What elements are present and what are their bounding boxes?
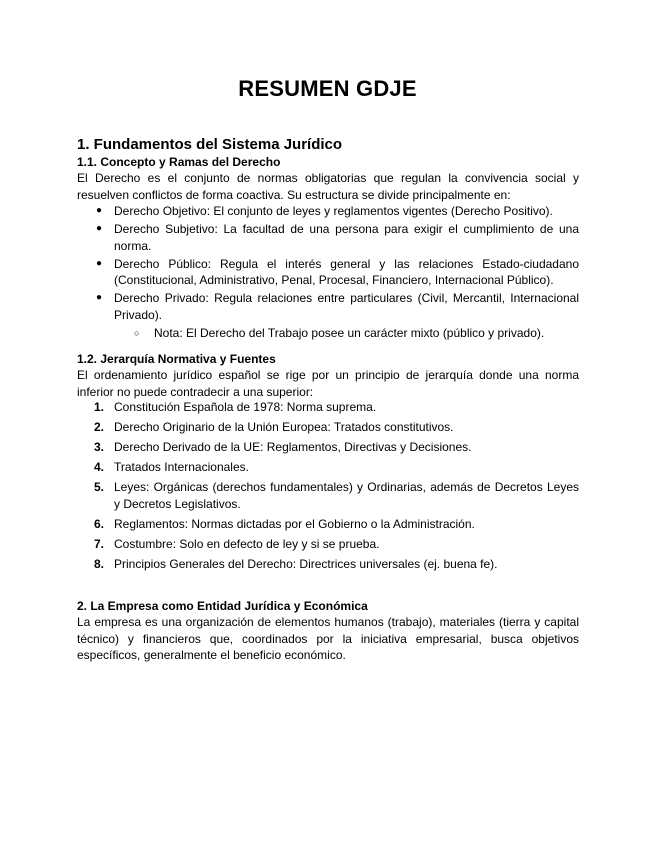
list-number: 5.	[94, 480, 105, 494]
jerarquia-numbered-list	[77, 399, 579, 576]
list-item-text: Principios Generales del Derecho: Directrices universales (ej. buena fe).	[114, 556, 498, 571]
list-item	[77, 459, 579, 476]
list-item	[77, 419, 579, 436]
list-item	[77, 439, 579, 456]
list-item-text: Costumbre: Solo en defecto de ley y si se prueba.	[114, 536, 380, 551]
list-item	[77, 556, 579, 573]
section-heading-empresa: 2. La Empresa como Entidad Jurídica y Económica	[77, 599, 368, 613]
list-item	[77, 479, 579, 512]
list-item	[77, 290, 579, 323]
paragraph-empresa-body: La empresa es una organización de elementos humanos (trabajo), materiales (tierra y capital técnico) y financieros que, coordinados por la iniciativa empresarial, busca objetivos específicos, generalmente el beneficio económico.	[77, 615, 579, 662]
list-item-text: Derecho Público: Regula el interés general y las relaciones Estado-ciudadano (Constitucional, Administrativo, Penal, Procesal, Financiero, Internacional Público).	[114, 256, 579, 287]
list-item	[77, 256, 579, 289]
list-number: 3.	[94, 440, 105, 454]
sub-list-item-text: Nota: El Derecho del Trabajo posee un carácter mixto (público y privado).	[154, 325, 545, 340]
section-heading-fundamentos: 1. Fundamentos del Sistema Jurídico	[77, 136, 343, 153]
list-item	[77, 221, 579, 254]
list-item-text: Leyes: Orgánicas (derechos fundamentales) y Ordinarias, además de Decretos Leyes y Decretos Legislativos.	[114, 480, 579, 511]
list-item-text: Constitución Española de 1978: Norma suprema.	[114, 400, 377, 414]
list-item	[77, 536, 579, 553]
list-item	[77, 203, 579, 220]
list-number: 1.	[94, 400, 105, 414]
list-number: 7.	[94, 536, 105, 551]
sub-list-item	[77, 325, 579, 342]
list-number: 8.	[94, 556, 105, 571]
document-title: RESUMEN GDJE	[238, 76, 417, 101]
ramas-bullet-list	[77, 203, 579, 343]
paragraph-concepto-intro: El Derecho es el conjunto de normas obligatorias que regulan la convivencia social y resuelven conflictos de forma coactiva. Su estructura se divide principalmente en:	[77, 171, 579, 202]
list-number: 2.	[94, 420, 105, 434]
sub-bullet-marker: ○	[134, 327, 140, 338]
subsection-heading-concepto: 1.1. Concepto y Ramas del Derecho	[77, 155, 281, 169]
paragraph-jerarquia-intro: El ordenamiento jurídico español se rige por un principio de jerarquía donde una norma inferior no puede contradecir a una superior:	[77, 368, 579, 399]
list-item	[77, 516, 579, 533]
bullet-marker: ●	[96, 292, 103, 303]
list-number: 6.	[94, 516, 105, 531]
list-item	[77, 399, 579, 416]
bullet-marker: ●	[96, 205, 103, 216]
list-item-text: Derecho Derivado de la UE: Reglamentos, Directivas y Decisiones.	[114, 440, 472, 454]
bullet-marker: ●	[96, 257, 103, 269]
subsection-heading-jerarquia: 1.2. Jerarquía Normativa y Fuentes	[77, 352, 276, 366]
list-item-text: Tratados Internacionales.	[114, 460, 249, 474]
list-number: 4.	[94, 460, 105, 474]
list-item-text: Reglamentos: Normas dictadas por el Gobierno o la Administración.	[114, 516, 475, 531]
list-item-text: Derecho Objetivo: El conjunto de leyes y reglamentos vigentes (Derecho Positivo).	[114, 204, 553, 218]
bullet-marker: ●	[96, 223, 103, 234]
list-item-text: Derecho Subjetivo: La facultad de una persona para exigir el cumplimiento de una norma.	[114, 222, 579, 253]
list-item-text: Derecho Originario de la Unión Europea: Tratados constitutivos.	[114, 420, 454, 434]
list-item-text: Derecho Privado: Regula relaciones entre particulares (Civil, Mercantil, Internacional Privado).	[114, 291, 579, 322]
